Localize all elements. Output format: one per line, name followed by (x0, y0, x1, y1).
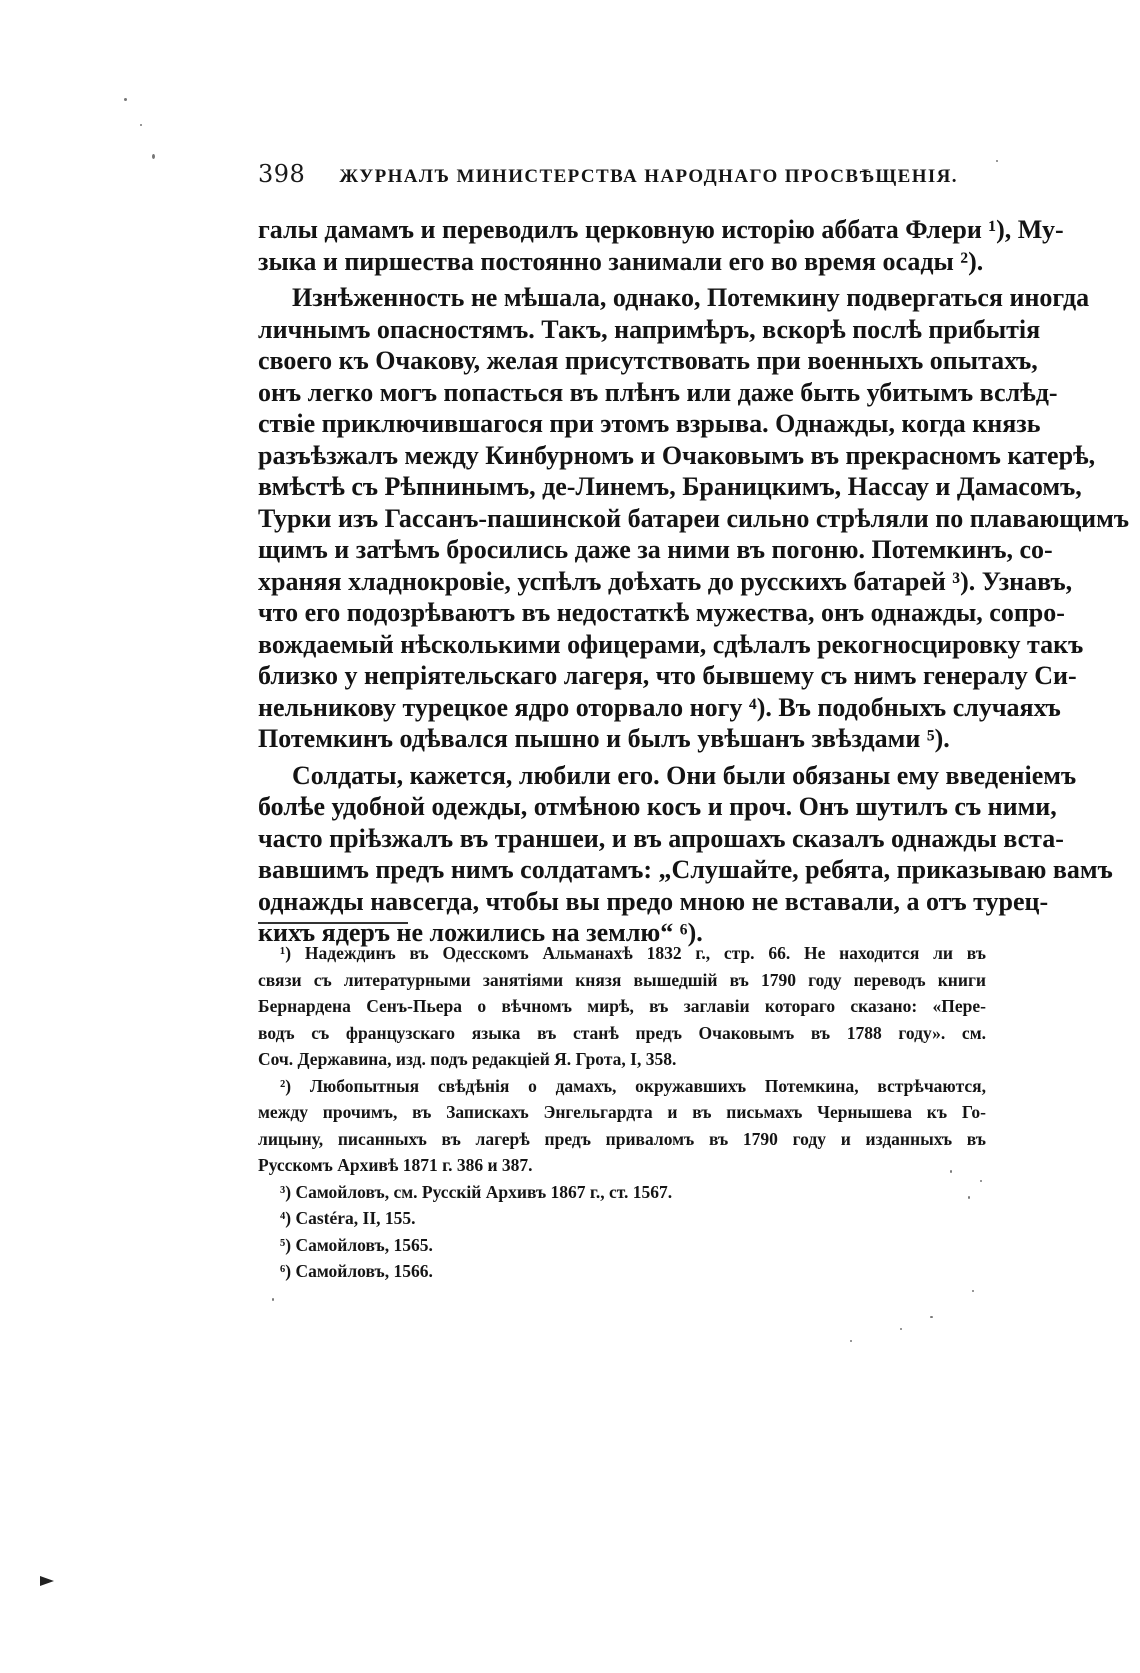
body-line: Потемкинъ одѣвался пышно и былъ увѣшанъ звѣздами ⁵). (258, 724, 950, 753)
body-text (258, 214, 1130, 949)
footnote-line: ³) Самойловъ, см. Русскій Архивъ 1867 г., ст. 1567. (280, 1181, 673, 1202)
footnote-line: лицыну, писанныхъ въ лагерѣ предъ приваломъ въ 1790 году и изданныхъ въ (258, 1128, 986, 1149)
body-line: однажды навсегда, чтобы вы предо мною не вставали, а отъ турец- (258, 886, 1049, 916)
body-line: нельникову турецкое ядро оторвало ногу ⁴). Въ подобныхъ случаяхъ (258, 692, 1061, 722)
footnote-line: между прочимъ, въ Запискахъ Энгельгардта и въ письмахъ Чернышева къ Го- (258, 1102, 986, 1122)
body-line: ствіе приключившагося при этомъ взрыва. Однажды, когда князь (258, 409, 1041, 438)
body-line: Солдаты, кажется, любили его. Они были обязаны ему введеніемъ (292, 760, 1077, 790)
body-line: своего къ Очакову, желая присутствовать при военныхъ опытахъ, (258, 346, 1038, 375)
body-line: близко у непріятельскаго лагеря, что бывшему съ нимъ генералу Си- (258, 661, 1077, 690)
body-line: щимъ и затѣмъ бросились даже за ними въ погоню. Потемкинъ, со- (258, 535, 1053, 564)
body-line: храняя хладнокровіе, успѣлъ доѣхать до русскихъ батарей ³). Узнавъ, (258, 566, 1073, 596)
footnote-separator (258, 922, 408, 924)
body-line: онъ легко могъ попасться въ плѣнъ или даже быть убитымъ вслѣд- (258, 377, 1058, 407)
body-line: разъѣзжалъ между Кинбурномъ и Очаковымъ въ прекрасномъ катерѣ, (258, 440, 1096, 470)
page-header (258, 160, 978, 200)
footnote-line: ²) Любопытныя свѣдѣнія о дамахъ, окружавшихъ Потемкина, встрѣчаются, (280, 1075, 986, 1096)
body-line: Изнѣженность не мѣшала, однако, Потемкину подвергаться иногда (292, 283, 1090, 312)
body-line: зыка и пиршества постоянно занимали его во время осады ²). (258, 246, 984, 276)
body-line: вавшимъ предъ нимъ солдатамъ: „Слушайте, ребята, приказываю вамъ (258, 855, 1113, 884)
body-line: что его подозрѣваютъ въ недостаткѣ мужества, онъ однажды, сопро- (258, 598, 1065, 627)
page-number: 398 (258, 160, 306, 188)
body-line: часто пріѣзжалъ въ траншеи, и въ апрошахъ сказалъ однажды вста- (258, 823, 1064, 853)
footnote-line: ⁴) Castéra, II, 155. (280, 1208, 416, 1228)
body-line: Турки изъ Гассанъ-пашинской батареи сильно стрѣляли по плавающимъ (258, 503, 1130, 533)
footnote-line: Русскомъ Архивѣ 1871 г. 386 и 387. (258, 1155, 533, 1175)
page-corner-mark (40, 1576, 54, 1586)
footnote-line: ⁵) Самойловъ, 1565. (280, 1234, 433, 1255)
body-line: галы дамамъ и переводилъ церковную исторію аббата Флери ¹), Му- (258, 215, 1064, 244)
body-line: болѣе удобной одежды, отмѣною косъ и проч. Онъ шутилъ съ ними, (258, 792, 1057, 821)
footnotes (258, 940, 986, 1285)
body-line: кихъ ядеръ не ложились на землю“ ⁶). (258, 918, 703, 947)
running-head: ЖУРНАЛЪ МИНИСТЕРСТВА НАРОДНАГО ПРОСВѢЩЕНІЯ. (339, 166, 958, 187)
footnote-line: водъ съ французскаго языка въ станѣ предъ Очаковымъ въ 1788 году». см. (258, 1022, 986, 1043)
footnote-line: ¹) Надеждинъ въ Одесскомъ Альманахѣ 1832 г., стр. 66. Не находится ли въ (280, 943, 986, 963)
footnote-line: Бернардена Сенъ-Пьера о вѣчномъ мирѣ, въ заглавіи котораго сказано: «Пере- (258, 996, 986, 1016)
footnote-line: связи съ литературными занятіями князя вышедшій въ 1790 году переводъ книги (258, 969, 986, 990)
footnote-line: ⁶) Самойловъ, 1566. (280, 1261, 433, 1281)
footnote-line: Соч. Державина, изд. подъ редакціей Я. Грота, I, 358. (258, 1049, 677, 1069)
body-line: вождаемый нѣсколькими офицерами, сдѣлалъ рекогносцировку такъ (258, 629, 1084, 659)
body-line: вмѣстѣ съ Рѣпнинымъ, де-Линемъ, Браницкимъ, Нассау и Дамасомъ, (258, 472, 1082, 501)
body-line: личнымъ опасностямъ. Такъ, напримѣръ, вскорѣ послѣ прибытія (258, 314, 1041, 344)
